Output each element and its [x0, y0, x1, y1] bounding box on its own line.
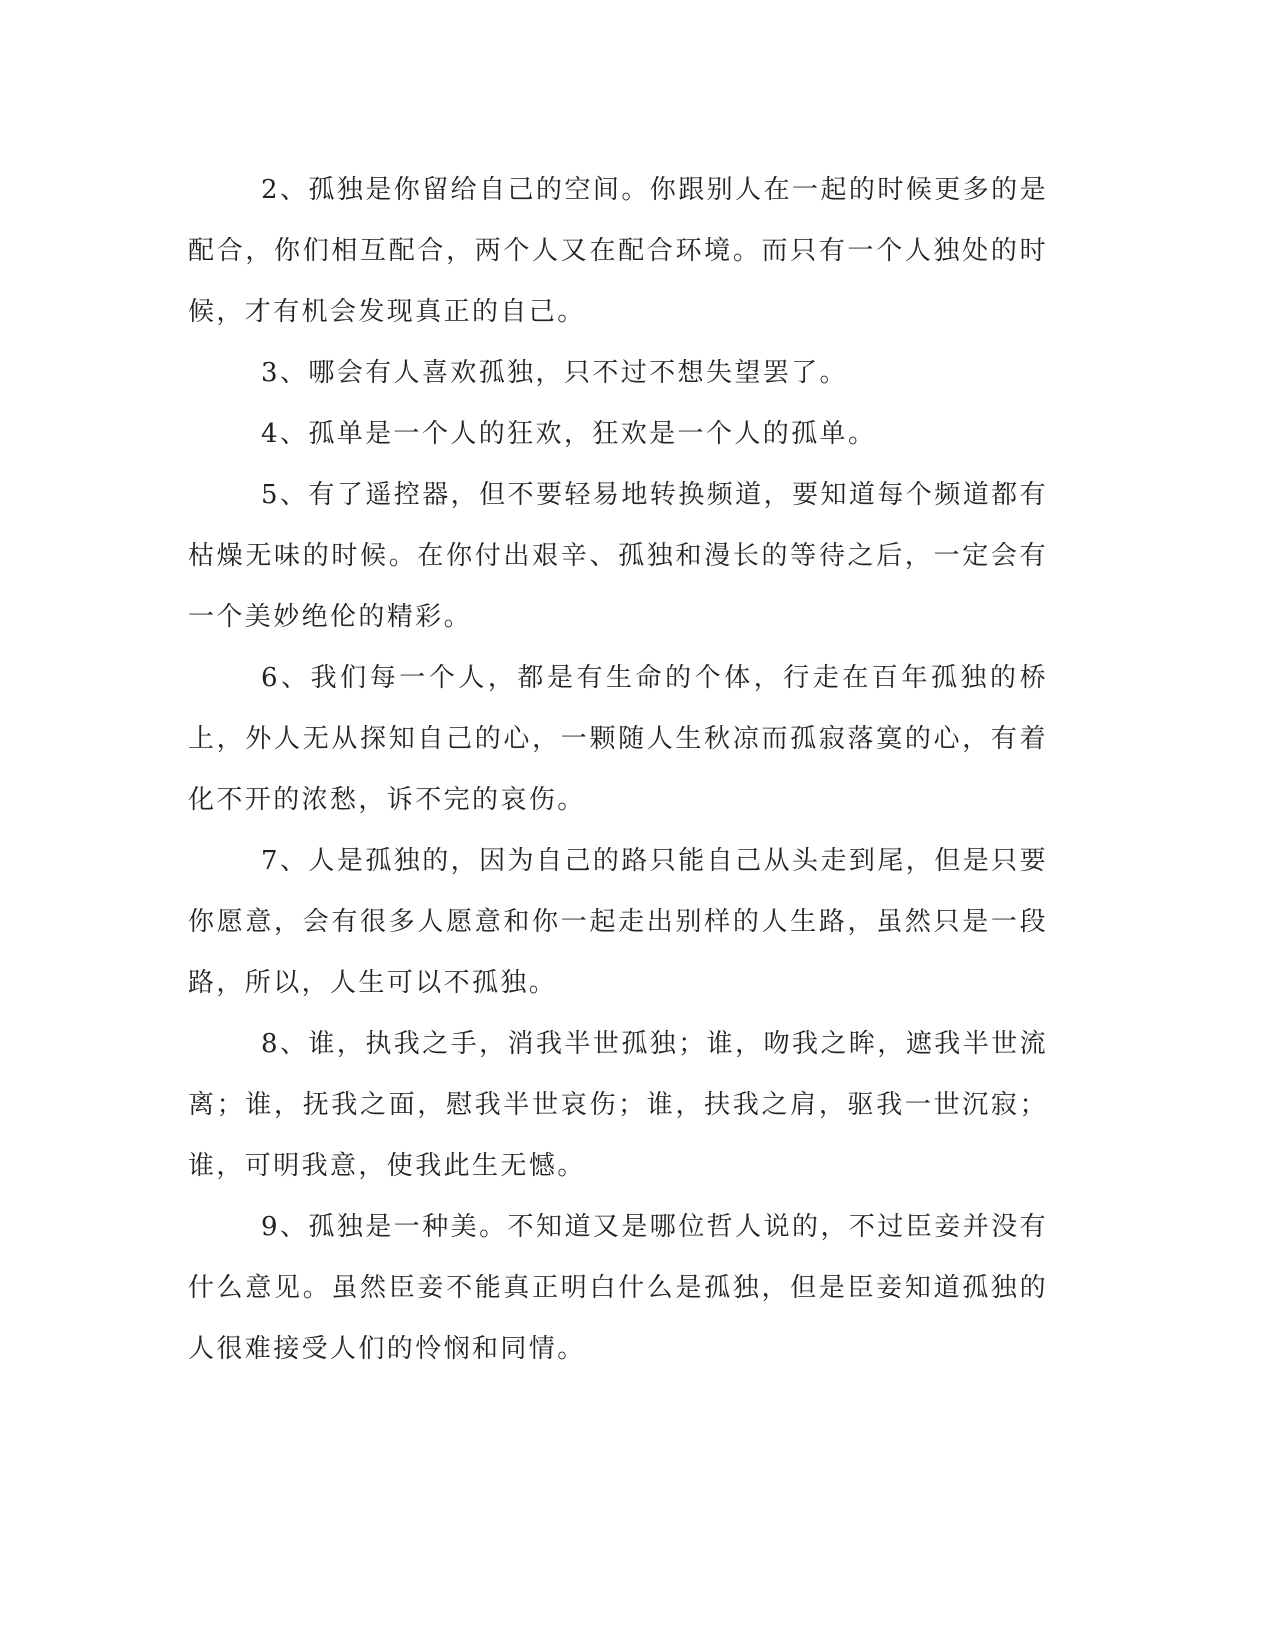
paragraph-9: 9、孤独是一种美。不知道又是哪位哲人说的，不过臣妾并没有什么意见。虽然臣妾不能真正明白什么是孤独，但是臣妾知道孤独的人很难接受人们的怜悯和同情。	[188, 1212, 1048, 1364]
paragraph-2: 2、孤独是你留给自己的空间。你跟别人在一起的时候更多的是配合，你们相互配合，两个人又在配合环境。而只有一个人独处的时候，才有机会发现真正的自己。	[188, 175, 1048, 327]
paragraph-3: 3、哪会有人喜欢孤独，只不过不想失望罢了。	[261, 358, 848, 388]
paragraph-4: 4、孤单是一个人的狂欢，狂欢是一个人的孤单。	[261, 419, 877, 449]
paragraph-5: 5、有了遥控器，但不要轻易地转换频道，要知道每个频道都有枯燥无味的时候。在你付出艰辛、孤独和漫长的等待之后，一定会有一个美妙绝伦的精彩。	[188, 480, 1048, 632]
document-body	[188, 160, 1048, 1380]
paragraph-7: 7、人是孤独的，因为自己的路只能自己从头走到尾，但是只要你愿意，会有很多人愿意和你一起走出别样的人生路，虽然只是一段路，所以，人生可以不孤独。	[188, 846, 1048, 998]
paragraph-6: 6、我们每一个人，都是有生命的个体，行走在百年孤独的桥上，外人无从探知自己的心，一颗随人生秋凉而孤寂落寞的心，有着化不开的浓愁，诉不完的哀伤。	[188, 663, 1048, 815]
paragraph-8: 8、谁，执我之手，消我半世孤独；谁，吻我之眸，遮我半世流离；谁，抚我之面，慰我半世哀伤；谁，扶我之肩，驱我一世沉寂；谁，可明我意，使我此生无憾。	[188, 1029, 1048, 1181]
